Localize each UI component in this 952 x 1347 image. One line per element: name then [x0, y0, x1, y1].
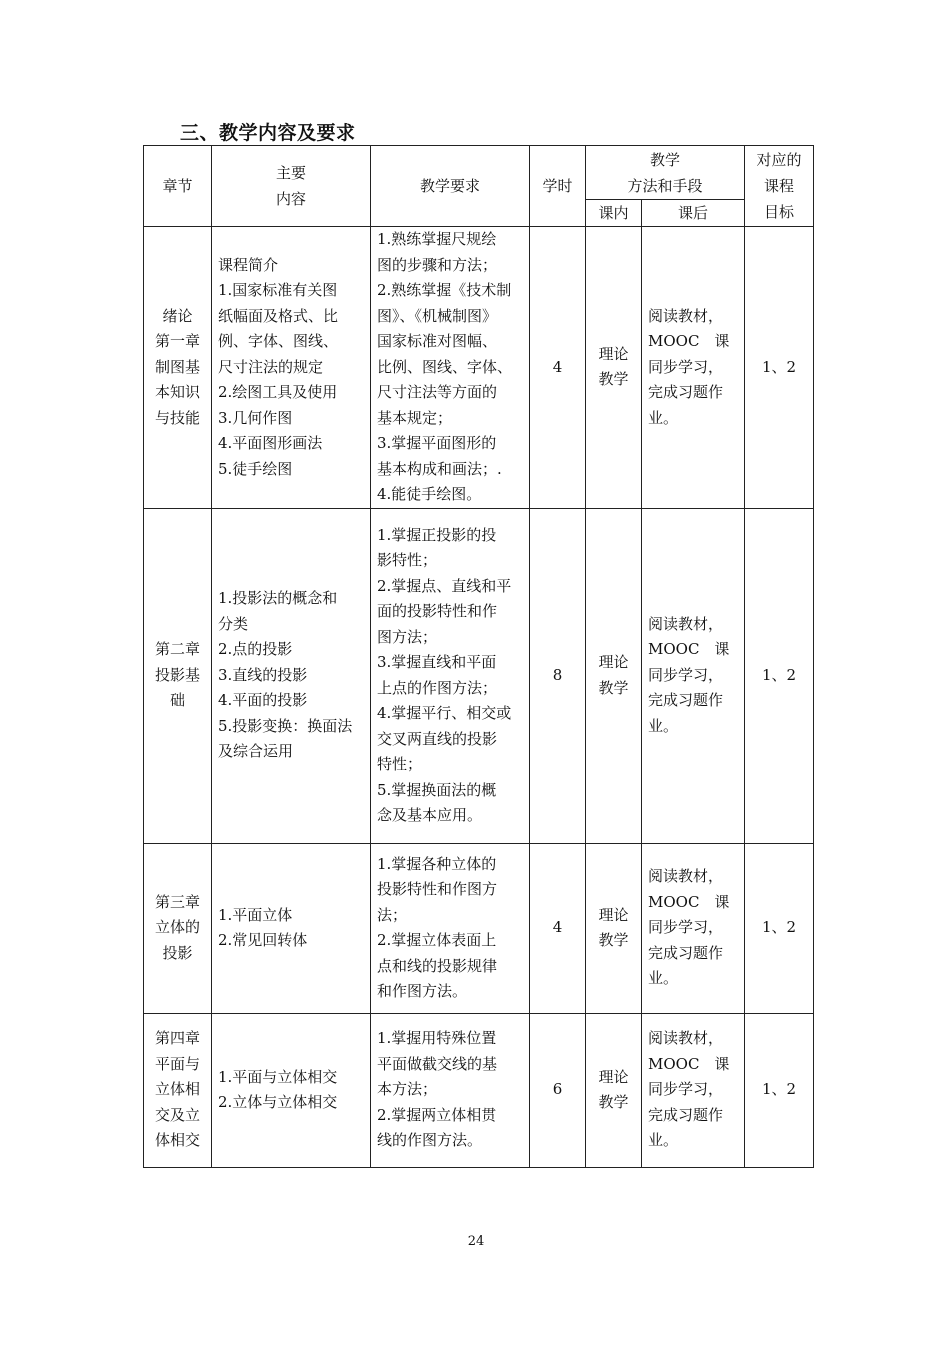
- target-cell: 1、2: [745, 227, 814, 509]
- cell-line: 第四章: [154, 1029, 200, 1048]
- cell-line: 4.掌握平行、相交或: [377, 704, 512, 722]
- cell-line: 1.掌握用特殊位置: [377, 1029, 497, 1048]
- cell-line: 2.掌握立体表面上: [377, 931, 497, 949]
- cell-line: MOOC 课: [648, 332, 730, 350]
- cell-line: 基本规定；: [377, 408, 453, 427]
- cell-line: 投影基: [154, 665, 200, 684]
- cell-line: 特性；: [377, 755, 423, 773]
- table-row: [144, 1013, 814, 1167]
- cell-line: 4.平面图形画法: [218, 434, 323, 452]
- cell-line: 第三章: [154, 892, 200, 911]
- cell-line: 业。: [648, 716, 679, 735]
- cell-line: 理论: [598, 905, 629, 924]
- cell-line: 3.掌握直线和平面: [377, 653, 497, 671]
- cell-line: 础: [169, 691, 185, 710]
- header-requirements: 教学要求: [371, 146, 530, 227]
- cell-line: 交及立: [154, 1105, 200, 1124]
- target-cell: 1、2: [745, 508, 814, 843]
- cell-line: 尺寸注法等方面的: [377, 383, 498, 401]
- cell-line: 同步学习，: [648, 918, 724, 937]
- cell-line: 业。: [648, 408, 679, 427]
- cell-line: 1.投影法的概念和: [218, 589, 338, 608]
- cell-line: 纸幅面及格式、比: [218, 306, 339, 325]
- cell-line: 第二章: [154, 640, 200, 659]
- in-class-cell: [586, 508, 642, 843]
- cell-line: 线的作图方法。: [377, 1131, 483, 1150]
- cell-line: 完成习题作: [648, 1105, 724, 1124]
- cell-line: 国家标准对图幅、: [377, 332, 498, 350]
- header-in-class: 课内: [586, 200, 642, 227]
- cell-line: 理论: [598, 344, 629, 363]
- header-methods-line: 教学: [650, 150, 681, 169]
- cell-line: 阅读教材，: [648, 614, 724, 633]
- cell-line: 平面做截交线的基: [377, 1054, 498, 1073]
- cell-line: 3.几何作图: [218, 408, 293, 427]
- hours-cell: 4: [530, 227, 586, 509]
- cell-line: 本方法；: [377, 1080, 438, 1099]
- cell-line: 本知识: [154, 383, 200, 401]
- cell-line: 投影特性和作图方: [377, 880, 498, 898]
- table-body: [144, 227, 814, 1168]
- cell-line: 2.立体与立体相交: [218, 1093, 338, 1111]
- chapter-cell: [144, 1013, 212, 1167]
- hours-cell: 4: [530, 843, 586, 1013]
- cell-line: MOOC 课: [648, 640, 730, 659]
- header-methods-line: 方法和手段: [627, 176, 703, 195]
- table-row: [144, 508, 814, 843]
- cell-line: 面的投影特性和作: [377, 602, 498, 620]
- cell-line: 及综合运用: [218, 742, 294, 761]
- cell-line: 完成习题作: [648, 691, 724, 710]
- header-target-line: 目标: [764, 203, 795, 221]
- header-target: [745, 146, 814, 227]
- hours-cell: 8: [530, 508, 586, 843]
- content-cell: [212, 843, 371, 1013]
- cell-line: 1.掌握各种立体的: [377, 854, 497, 873]
- cell-line: 念及基本应用。: [377, 806, 483, 824]
- cell-line: 3.掌握平面图形的: [377, 434, 497, 452]
- cell-line: 2.熟练掌握《技术制: [377, 281, 512, 299]
- cell-line: 1.国家标准有关图: [218, 281, 338, 299]
- cell-line: 阅读教材，: [648, 306, 724, 325]
- cell-line: 图》、《机械制图》: [377, 306, 498, 325]
- section-title: 三、教学内容及要求: [180, 122, 356, 144]
- cell-line: 2.绘图工具及使用: [218, 383, 338, 401]
- cell-line: 业。: [648, 1131, 679, 1150]
- cell-line: 尺寸注法的规定: [218, 357, 324, 376]
- cell-line: 第一章: [154, 332, 200, 350]
- cell-line: 立体的: [154, 918, 200, 937]
- cell-line: 体相交: [154, 1131, 200, 1150]
- cell-line: 图的步骤和方法；: [377, 255, 498, 274]
- cell-line: 理论: [598, 653, 629, 671]
- header-content-line: 内容: [275, 190, 306, 208]
- cell-line: 1.掌握正投影的投: [377, 525, 497, 544]
- page-number: 24: [467, 1234, 485, 1249]
- cell-line: 上点的作图方法；: [377, 678, 498, 697]
- cell-line: 3.直线的投影: [218, 665, 308, 684]
- requirements-cell: [371, 508, 530, 843]
- chapter-cell: [144, 227, 212, 509]
- after-class-cell: [642, 1013, 745, 1167]
- cell-line: 制图基: [154, 357, 200, 376]
- cell-line: MOOC 课: [648, 1054, 730, 1073]
- cell-line: 绪论: [162, 306, 193, 325]
- chapter-cell: [144, 508, 212, 843]
- after-class-cell: [642, 227, 745, 509]
- cell-line: 同步学习，: [648, 665, 724, 684]
- target-cell: 1、2: [745, 843, 814, 1013]
- header-after-class: 课后: [642, 200, 745, 227]
- content-cell: [212, 227, 371, 509]
- cell-line: 例、字体、图线、: [218, 332, 339, 350]
- header-target-line: 课程: [764, 177, 795, 195]
- after-class-cell: [642, 508, 745, 843]
- cell-line: 影特性；: [377, 551, 438, 569]
- header-methods: [586, 146, 745, 200]
- cell-line: 比例、图线、字体、: [377, 357, 513, 376]
- cell-line: 完成习题作: [648, 943, 724, 962]
- cell-line: 1.平面立体: [218, 905, 293, 924]
- header-hours: 学时: [530, 146, 586, 227]
- in-class-cell: [586, 1013, 642, 1167]
- cell-line: 教学: [598, 678, 629, 697]
- syllabus-table: [143, 145, 814, 1168]
- cell-line: 交叉两直线的投影: [377, 729, 498, 748]
- header-row: [144, 146, 814, 200]
- header-chapter: 章节: [144, 146, 212, 227]
- cell-line: 同步学习，: [648, 357, 724, 376]
- cell-line: 投影: [162, 943, 193, 962]
- cell-line: 分类: [218, 614, 249, 633]
- cell-line: 5.徒手绘图: [218, 459, 293, 478]
- cell-line: 1.熟练掌握尺规绘: [377, 230, 497, 248]
- target-cell: 1、2: [745, 1013, 814, 1167]
- cell-line: 2.点的投影: [218, 640, 293, 659]
- cell-line: 教学: [598, 931, 629, 949]
- cell-line: 法；: [377, 905, 408, 924]
- cell-line: 和作图方法。: [377, 982, 468, 1000]
- cell-line: 教学: [598, 370, 629, 389]
- cell-line: 平面与: [154, 1054, 200, 1073]
- chapter-cell: [144, 843, 212, 1013]
- header-content: [212, 146, 371, 227]
- requirements-cell: [371, 843, 530, 1013]
- content-cell: [212, 508, 371, 843]
- cell-line: 阅读教材，: [648, 867, 724, 886]
- in-class-cell: [586, 843, 642, 1013]
- cell-line: 立体相: [154, 1080, 200, 1099]
- cell-line: 4.能徒手绘图。: [377, 485, 482, 503]
- cell-line: 完成习题作: [648, 383, 724, 401]
- cell-line: 图方法；: [377, 627, 438, 646]
- cell-line: 2.常见回转体: [218, 931, 308, 949]
- cell-line: 4.平面的投影: [218, 691, 308, 710]
- cell-line: 2.掌握点、直线和平: [377, 576, 512, 595]
- in-class-cell: [586, 227, 642, 509]
- cell-line: 基本构成和画法；.: [377, 459, 502, 478]
- table-row: [144, 227, 814, 509]
- cell-line: 5.掌握换面法的概: [377, 780, 497, 799]
- cell-line: 教学: [598, 1093, 629, 1111]
- cell-line: MOOC 课: [648, 892, 730, 911]
- cell-line: 业。: [648, 969, 679, 988]
- hours-cell: 6: [530, 1013, 586, 1167]
- cell-line: 与技能: [154, 408, 200, 427]
- requirements-cell: [371, 227, 530, 509]
- cell-line: 1.平面与立体相交: [218, 1067, 338, 1086]
- cell-line: 点和线的投影规律: [377, 956, 498, 975]
- after-class-cell: [642, 843, 745, 1013]
- header-content-line: 主要: [275, 164, 306, 182]
- cell-line: 课程简介: [218, 255, 279, 274]
- content-cell: [212, 1013, 371, 1167]
- cell-line: 2.掌握两立体相贯: [377, 1105, 497, 1124]
- cell-line: 阅读教材，: [648, 1029, 724, 1048]
- requirements-cell: [371, 1013, 530, 1167]
- cell-line: 5.投影变换：换面法: [218, 716, 353, 735]
- cell-line: 同步学习，: [648, 1080, 724, 1099]
- cell-line: 理论: [598, 1067, 629, 1086]
- header-target-line: 对应的: [756, 151, 802, 169]
- table-row: [144, 843, 814, 1013]
